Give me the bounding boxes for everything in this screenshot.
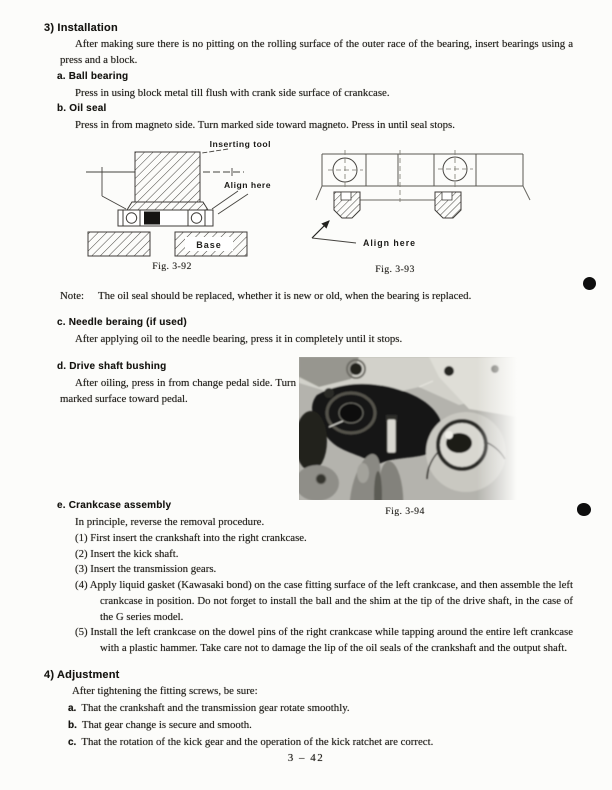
item-a-text: Press in using block metal till flush with crank side surface of crankcase.	[75, 87, 390, 99]
assembly-step-1: (1) First insert the crankshaft into the right crankcase.	[75, 532, 307, 544]
adjustment-item-a	[68, 700, 568, 717]
adjustment-item-a-text: That the crankshaft and the transmission gear rotate smoothly.	[81, 702, 350, 714]
base-block-left	[88, 232, 150, 256]
note-text: The oil seal should be replaced, whether it is new or old, when the bearing is replaced.	[98, 290, 472, 302]
assembly-step-4: (4) Apply liquid gasket (Kawasaki bond) on the case fitting surface of the left crankcase, and then assemble the left crankcase in position. Do not forget to install the ball and the shim at the tip of the drive shaft, in the case of the G series model.	[75, 579, 573, 623]
page-number: 3 – 42	[287, 752, 325, 764]
fig93-arrow	[312, 221, 329, 238]
adjustment-item-b-letter: b.	[68, 720, 77, 731]
adjustment-items	[68, 700, 568, 751]
installation-intro-paragraph: After making sure there is no pitting on the rolling surface of the outer race of the bearing, insert bearings using a press and a block.	[60, 38, 573, 66]
fig93-drawing	[308, 142, 543, 260]
adjustment-item-b	[68, 717, 568, 734]
note-label: Note:	[60, 290, 84, 302]
bearing-spacer	[144, 212, 160, 225]
adjustment-item-c-letter: c.	[68, 737, 77, 748]
item-a-heading: a. Ball bearing	[57, 71, 129, 82]
page-edge-dot-lower	[577, 503, 591, 516]
fig92-drawing	[82, 138, 272, 260]
fig93-align-here-label: Align here	[363, 238, 417, 248]
item-e-heading: e. Crankcase assembly	[57, 500, 172, 511]
item-d-heading: d. Drive shaft bushing	[57, 361, 167, 372]
section-heading-installation: 3) Installation	[44, 22, 118, 34]
inserting-tool-flange	[127, 202, 208, 210]
fig93-caption: Fig. 3-93	[375, 264, 415, 275]
bearing-ball-left	[126, 213, 136, 223]
item-e-text: In principle, reverse the removal procedure.	[75, 516, 265, 528]
assembly-steps	[60, 531, 573, 657]
inserting-tool-shape	[135, 152, 200, 202]
adjustment-item-b-text: That gear change is secure and smooth.	[81, 719, 252, 731]
fig92-caption: Fig. 3-92	[152, 261, 192, 272]
adjustment-item-c	[68, 734, 568, 751]
fig94-photo	[299, 357, 517, 500]
item-b-text: Press in from magneto side. Turn marked side toward magneto. Press in until seal stops.	[75, 119, 455, 131]
item-b-heading: b. Oil seal	[57, 103, 107, 114]
item-d-text: After oiling, press in from change pedal side. Turn marked surface toward pedal.	[60, 377, 296, 405]
bearing-ball-right	[191, 213, 201, 223]
oil-seal-note	[60, 289, 573, 305]
assembly-step-2: (2) Insert the kick shaft.	[75, 547, 179, 560]
assembly-step-3: (3) Insert the transmission gears.	[75, 563, 217, 576]
section-heading-adjustment: 4) Adjustment	[44, 669, 120, 681]
adjustment-item-c-text: That the rotation of the kick gear and the operation of the kick ratchet are correct.	[81, 736, 434, 748]
adjustment-intro: After tightening the fitting screws, be sure:	[72, 685, 258, 697]
fig92-align-here-label: Align here	[223, 180, 271, 190]
page-edge-dot-upper	[583, 277, 596, 290]
adjustment-item-a-letter: a.	[68, 703, 77, 714]
base-label: Base	[196, 240, 222, 250]
item-c-text: After applying oil to the needle bearing, press it in completely until it stops.	[75, 333, 403, 345]
inserting-tool-label: Inserting tool	[209, 139, 271, 149]
item-c-heading: c. Needle beraing (if used)	[57, 317, 187, 328]
assembly-step-5: (5) Install the left crankcase on the dowel pins of the right crankcase while tapping around the entire left crankcase with a plastic hammer. Take care not to damage the lip of the oil seals of the crankshaft and the output shaft.	[75, 626, 573, 654]
fig94-caption: Fig. 3-94	[385, 506, 425, 517]
